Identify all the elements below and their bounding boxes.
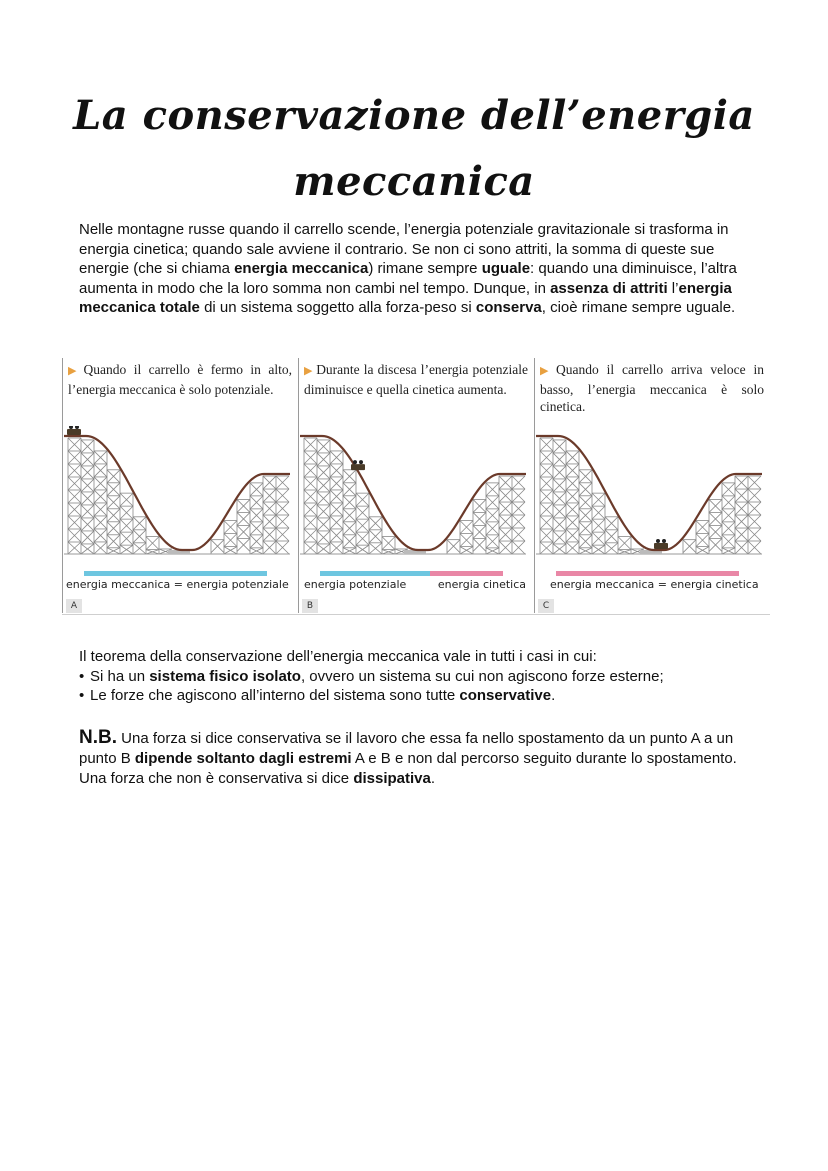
energy-label-left: energia meccanica = energia cinetica — [550, 578, 759, 591]
list-item: • Le forze che agiscono all’interno del sistema sono tutte conservative. — [79, 687, 556, 704]
panel-divider — [534, 358, 535, 613]
panel-divider — [298, 358, 299, 613]
panel-divider — [62, 358, 63, 613]
triangle-bullet-icon: ▶ — [68, 365, 81, 377]
energy-bar — [556, 571, 739, 576]
list-item: • Si ha un sistema fisico isolato, ovvero un sistema su cui non agiscono forze esterne; — [79, 667, 664, 685]
potential-energy-segment — [84, 571, 267, 576]
panel-caption: ▶ Quando il carrello arriva veloce in basso, l’energia meccanica è solo cinetica. — [540, 362, 764, 414]
support-structure — [304, 438, 525, 554]
conditions-list — [79, 667, 759, 706]
potential-energy-segment — [320, 571, 430, 576]
triangle-bullet-icon: ▶ — [304, 365, 314, 377]
bullet-icon: • — [79, 687, 85, 704]
page-title-line-2: meccanica — [293, 158, 535, 205]
kinetic-energy-segment — [556, 571, 739, 576]
panel-caption: ▶ Durante la discesa l’energia potenziale diminuisce e quella cinetica aumenta. — [304, 362, 528, 397]
nb-heading: N.B. — [79, 727, 117, 748]
bullet-icon: • — [79, 667, 85, 685]
conditions-section — [79, 647, 759, 706]
figure-panel-a — [62, 358, 298, 620]
page-title: La conservazione dell’energia — [73, 92, 755, 139]
conditions-intro: Il teorema della conservazione dell’energia meccanica vale in tutti i casi in cui: — [79, 648, 597, 665]
roller-coaster-diagram — [64, 426, 290, 558]
support-structure — [68, 438, 289, 554]
coaster-cart — [67, 426, 81, 435]
support-structure — [540, 438, 761, 554]
energy-bar — [320, 571, 503, 576]
energy-label-left: energia potenziale — [304, 578, 407, 591]
figure-baseline — [62, 614, 770, 615]
intro-paragraph: Nelle montagne russe quando il carrello scende, l’energia potenziale gravitazionale si trasforma in energia cinetica; quando sale avviene il contrario. Se non ci sono attriti, la somma di queste sue energie (che si chiama energia meccanica) rimane sempre uguale: quando una diminuisce, l’altra aumenta in modo che la loro somma non cambi nel tempo. Dunque, in assenza di attriti l’energia meccanica totale di un sistema soggetto alla forza-peso si conserva, cioè rimane sempre uguale. — [79, 221, 737, 316]
panel-letter: A — [66, 599, 82, 613]
panel-letter: C — [538, 599, 554, 613]
triangle-bullet-icon: ▶ — [540, 365, 553, 377]
kinetic-energy-segment — [430, 571, 503, 576]
energy-bar — [84, 571, 267, 576]
roller-coaster-figure — [62, 358, 770, 620]
panel-letter: B — [302, 599, 318, 613]
energy-label-left: energia meccanica = energia potenziale — [66, 578, 289, 591]
figure-panel-b — [298, 358, 534, 620]
energy-label-right: energia cinetica — [437, 578, 526, 591]
roller-coaster-diagram — [536, 426, 762, 558]
roller-coaster-diagram — [300, 426, 526, 558]
figure-panel-c — [534, 358, 770, 620]
panel-caption: ▶ Quando il carrello è fermo in alto, l’energia meccanica è solo potenziale. — [68, 362, 292, 397]
nb-paragraph: N.B. Una forza si dice conservativa se il lavoro che essa fa nello spostamento da un punto A a un punto B dipende soltanto dagli estremi A e B e non dal percorso seguito durante lo spostamento. Una forza che non è conservativa si dice dissipativa. — [79, 727, 737, 787]
coaster-cart — [351, 460, 365, 470]
coaster-cart — [654, 539, 668, 549]
